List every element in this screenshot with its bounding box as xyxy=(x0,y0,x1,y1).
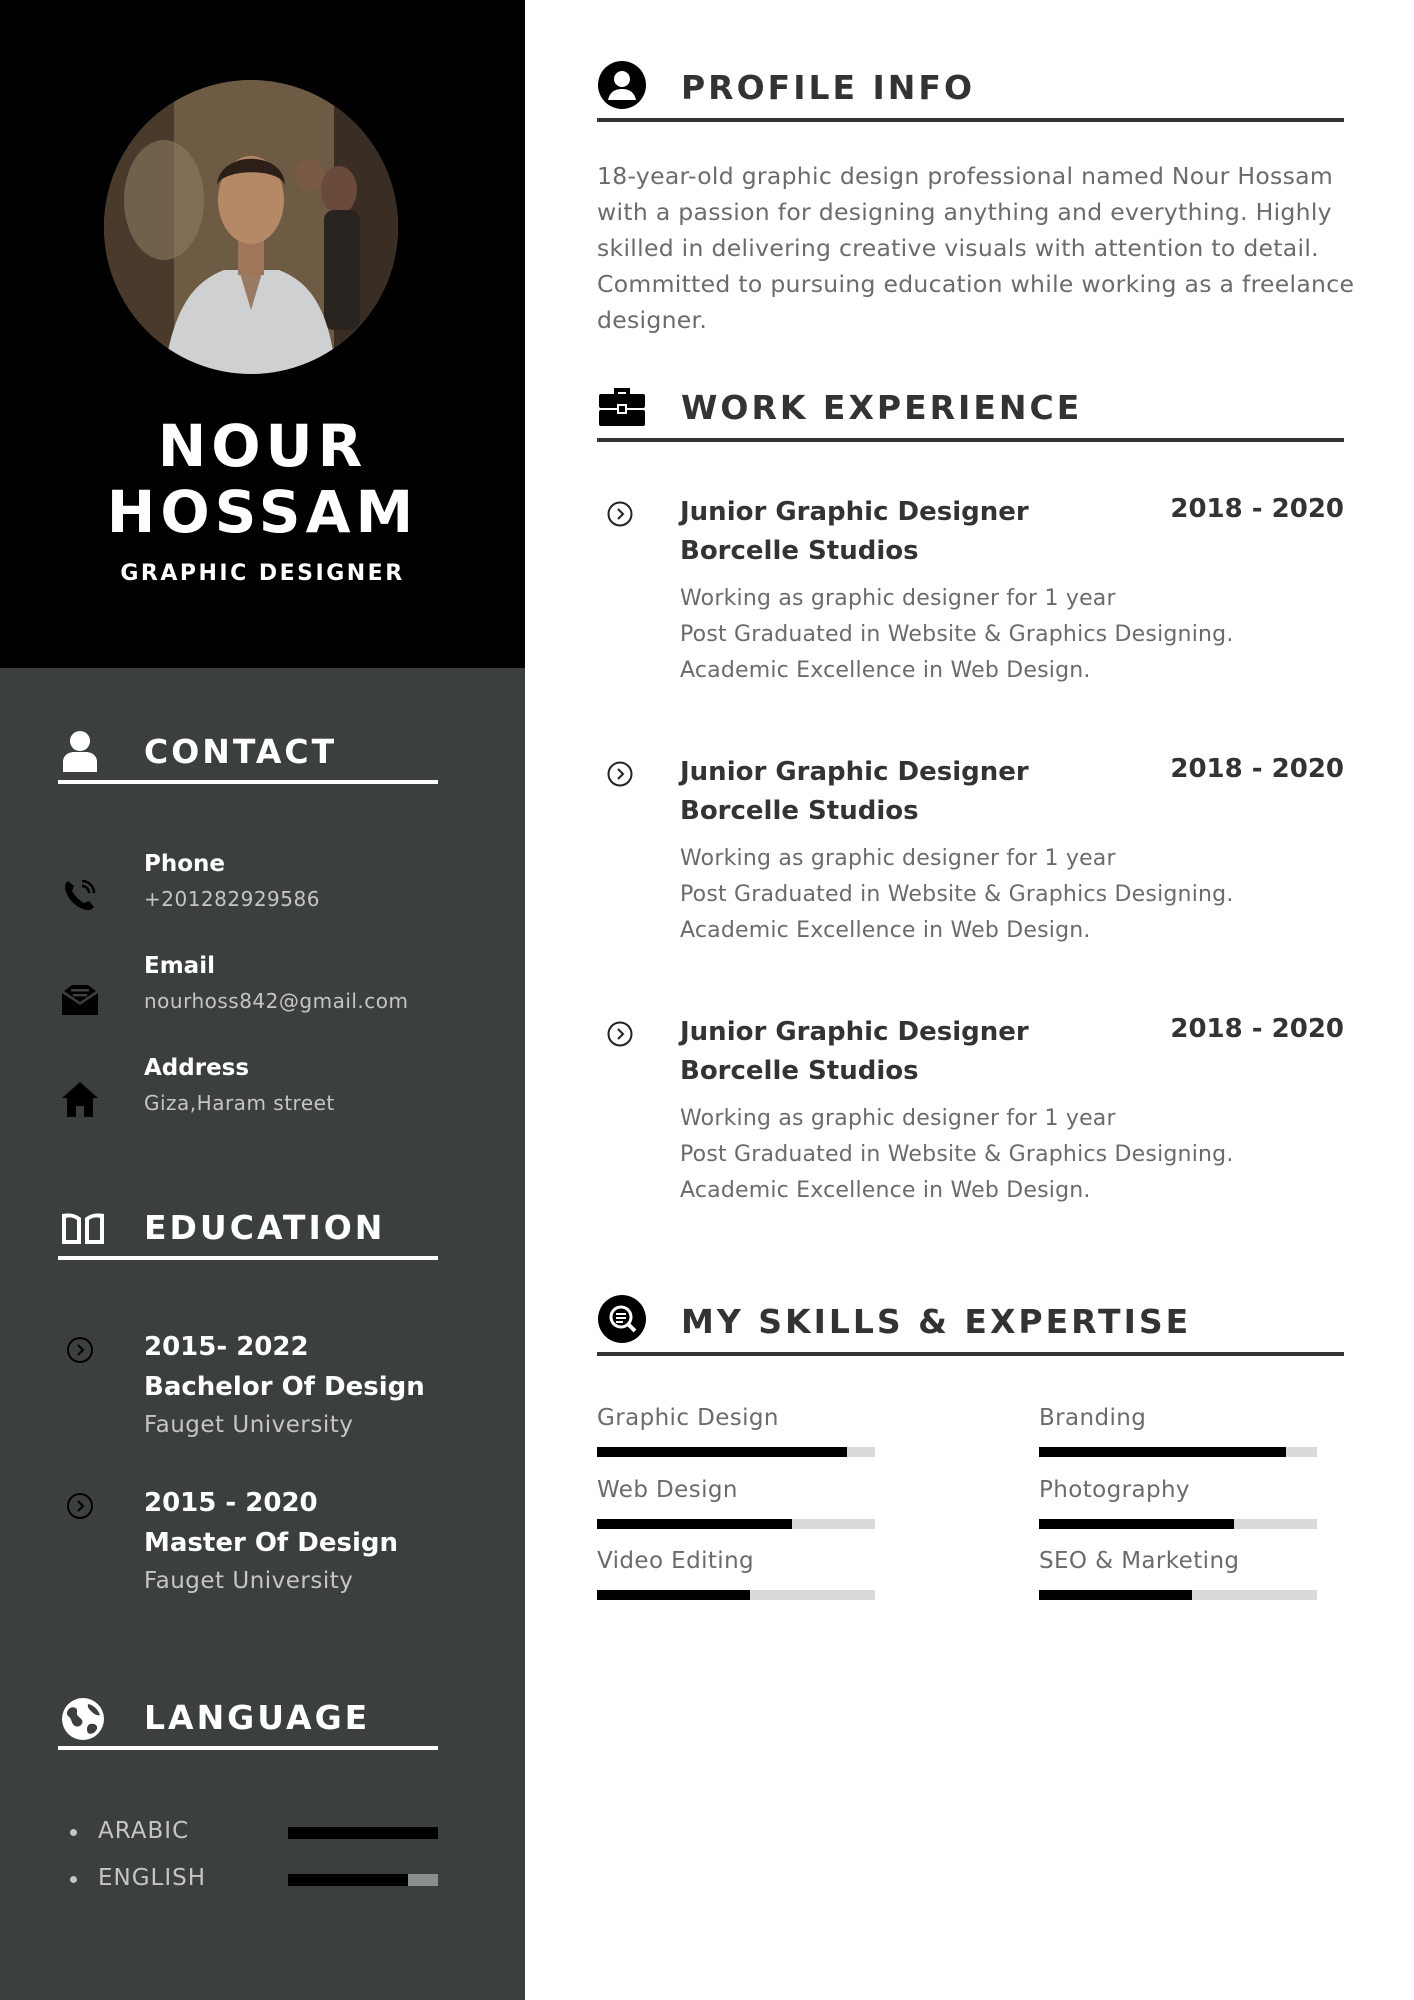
job-years: 2018 - 2020 xyxy=(1170,494,1344,524)
job-title: Junior Graphic Designer xyxy=(680,1017,1029,1047)
bullet xyxy=(70,1876,77,1883)
address-label: Address xyxy=(144,1055,250,1081)
skill-bar-fill xyxy=(1039,1519,1234,1529)
job-years: 2018 - 2020 xyxy=(1170,1014,1344,1044)
chevron-right-circle-icon xyxy=(607,1021,633,1047)
address-value: Giza,Haram street xyxy=(144,1091,335,1115)
contact-title: CONTACT xyxy=(144,732,338,771)
job-item xyxy=(597,754,1344,957)
work-title: WORK EXPERIENCE xyxy=(681,388,1083,427)
profile-photo xyxy=(104,80,398,374)
phone-icon xyxy=(60,875,100,915)
job-line: Academic Excellence in Web Design. xyxy=(680,918,1091,943)
education-years: 2015 - 2020 xyxy=(144,1488,318,1518)
language-item xyxy=(70,1818,440,1848)
profile-title: PROFILE INFO xyxy=(681,68,976,107)
chevron-right-circle-icon xyxy=(66,1336,94,1364)
phone-value[interactable]: +201282929586 xyxy=(144,887,320,911)
skill-name: Branding xyxy=(1039,1405,1147,1431)
skill-item xyxy=(1039,1548,1319,1610)
skill-item xyxy=(1039,1477,1319,1539)
email-value[interactable]: nourhoss842@gmail.com xyxy=(144,989,409,1013)
skill-bar-fill xyxy=(597,1447,847,1457)
profile-text: 18-year-old graphic design professional named Nour Hossam with a passion for designing anything and everything. Highly skilled in delivering creative visuals with attention to detail. Committed to pursuing education while working as a freelance designer. xyxy=(597,162,1355,334)
job-line: Post Graduated in Website & Graphics Designing. xyxy=(680,622,1234,647)
user-icon xyxy=(60,730,100,774)
job-item xyxy=(597,494,1344,697)
language-bar-fill xyxy=(288,1827,438,1839)
skill-bar xyxy=(1039,1519,1317,1529)
job-title: Junior Graphic Designer xyxy=(680,497,1029,527)
job-item xyxy=(597,1014,1344,1217)
home-icon xyxy=(60,1079,100,1119)
bullet xyxy=(70,1829,77,1836)
mail-icon xyxy=(60,977,100,1017)
skills-title: MY SKILLS & EXPERTISE xyxy=(681,1302,1192,1341)
chevron-right-circle-icon xyxy=(607,501,633,527)
language-title: LANGUAGE xyxy=(144,1698,371,1737)
job-line: Working as graphic designer for 1 year xyxy=(680,1106,1116,1131)
skill-bar xyxy=(597,1590,875,1600)
first-name: NOUR xyxy=(157,412,368,480)
job-description xyxy=(680,581,1330,689)
skill-bar-fill xyxy=(1039,1590,1192,1600)
skill-bar-fill xyxy=(597,1519,792,1529)
work-heading xyxy=(597,376,1344,442)
skill-name: Photography xyxy=(1039,1477,1190,1503)
skill-bar xyxy=(1039,1590,1317,1600)
job-line: Academic Excellence in Web Design. xyxy=(680,658,1091,683)
phone-label: Phone xyxy=(144,851,226,877)
profile-heading xyxy=(597,56,1344,122)
job-company: Borcelle Studios xyxy=(680,536,919,566)
skill-item xyxy=(597,1548,877,1610)
education-years: 2015- 2022 xyxy=(144,1332,309,1362)
job-line: Post Graduated in Website & Graphics Designing. xyxy=(680,882,1234,907)
skill-name: SEO & Marketing xyxy=(1039,1548,1240,1574)
education-degree: Bachelor Of Design xyxy=(144,1372,425,1402)
education-degree: Master Of Design xyxy=(144,1528,399,1558)
language-bar xyxy=(288,1827,438,1839)
email-label: Email xyxy=(144,953,215,979)
skill-name: Video Editing xyxy=(597,1548,755,1574)
skill-bar xyxy=(597,1519,875,1529)
job-line: Working as graphic designer for 1 year xyxy=(680,586,1116,611)
contact-address xyxy=(58,1055,478,1135)
skills-heading xyxy=(597,1290,1344,1356)
education-item xyxy=(58,1332,478,1462)
skill-name: Graphic Design xyxy=(597,1405,779,1431)
job-company: Borcelle Studios xyxy=(680,1056,919,1086)
job-company: Borcelle Studios xyxy=(680,796,919,826)
job-line: Academic Excellence in Web Design. xyxy=(680,1178,1091,1203)
contact-email xyxy=(58,953,478,1033)
language-name: ARABIC xyxy=(98,1818,190,1844)
contact-heading xyxy=(58,724,438,784)
briefcase-icon xyxy=(597,380,647,430)
user-circle-icon xyxy=(597,60,647,110)
skill-item xyxy=(597,1477,877,1539)
job-description xyxy=(680,1101,1330,1209)
education-item xyxy=(58,1488,478,1618)
skill-item xyxy=(1039,1405,1319,1467)
job-line: Working as graphic designer for 1 year xyxy=(680,846,1116,871)
education-heading xyxy=(58,1200,438,1260)
education-school: Fauget University xyxy=(144,1568,354,1594)
language-bar-fill xyxy=(288,1874,408,1886)
language-item xyxy=(70,1865,440,1895)
skill-item xyxy=(597,1405,877,1467)
skill-bar-fill xyxy=(1039,1447,1286,1457)
contact-phone xyxy=(58,851,478,931)
job-line: Post Graduated in Website & Graphics Designing. xyxy=(680,1142,1234,1167)
skill-bar xyxy=(597,1447,875,1457)
job-description xyxy=(680,841,1330,949)
skill-name: Web Design xyxy=(597,1477,738,1503)
book-icon xyxy=(60,1206,100,1250)
search-chart-icon xyxy=(597,1294,647,1344)
job-role: GRAPHIC DESIGNER xyxy=(120,561,405,586)
language-name: ENGLISH xyxy=(98,1865,207,1891)
education-school: Fauget University xyxy=(144,1412,354,1438)
last-name: HOSSAM xyxy=(106,478,419,546)
chevron-right-circle-icon xyxy=(607,761,633,787)
skill-bar xyxy=(1039,1447,1317,1457)
language-heading xyxy=(58,1690,438,1750)
education-title: EDUCATION xyxy=(144,1208,386,1247)
job-years: 2018 - 2020 xyxy=(1170,754,1344,784)
chevron-right-circle-icon xyxy=(66,1492,94,1520)
globe-icon xyxy=(60,1696,100,1740)
skill-bar-fill xyxy=(597,1590,750,1600)
job-title: Junior Graphic Designer xyxy=(680,757,1029,787)
language-bar xyxy=(288,1874,438,1886)
